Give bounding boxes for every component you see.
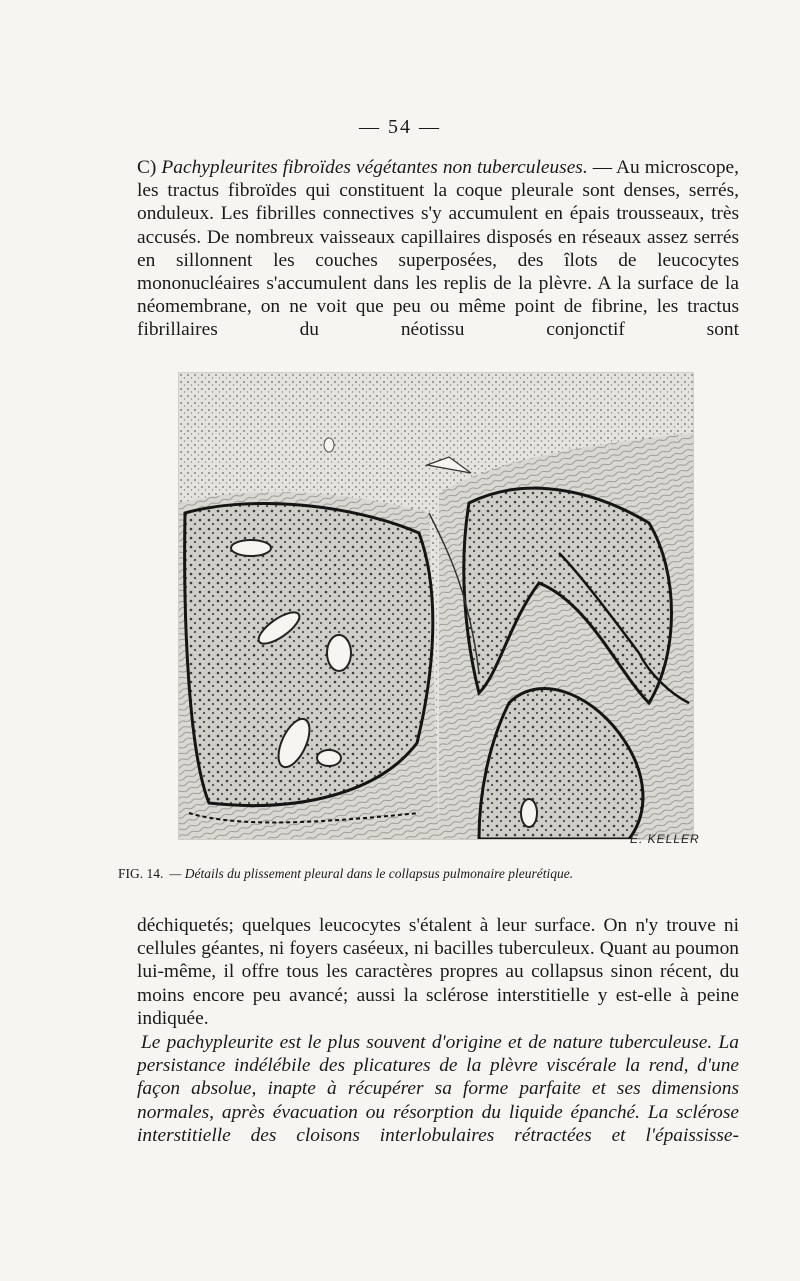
page-number: — 54 — [359,116,441,138]
paragraph-body: — Au microscope, les tractus fibroïdes qui constituent la coque pleurale sont denses, serrés, onduleux. Les fibrilles connectives s'y accumulent en épais trousseaux, très accusés. De nombreux vaisseaux capillaires disposés en réseaux assez serrés en sillonnent les couches superposées, des îlots de leucocytes mononucléaires s'accumulent dans les replis de la plèvre. A la surface de la néomembrane, on ne voit que peu ou même point de fibrine, les tractus fibrillaires du néotissu conjonctif sont [137,157,740,341]
figure-caption [118,866,758,882]
paragraph-dechiquetes: déchiquetés; quelques leucocytes s'étalent à leur surface. On n'y trouve ni cellules géantes, ni foyers caséeux, ni bacilles tuberculeux. Quant au poumon lui-même, il offre tous les caractères propres au collapsus sinon récent, du moins encore peu avancé; aussi la sclérose interstitielle y est-elle à peine indiquée. [137,915,739,1029]
figure-label: FIG. 14. [118,866,164,881]
section-label: C) [137,157,157,178]
section-heading: Pachypleurites fibroïdes végétantes non tuberculeuses. [161,157,588,178]
illustrator-signature: E. KELLER [630,832,700,846]
paragraph-pachypleurites [137,156,739,342]
paragraph-tuberculeuse: Le pachypleurite est le plus souvent d'origine et de nature tuberculeuse. La persistance indélébile des plicatures de la plèvre viscérale la rend, d'une façon absolue, inapte à récupérer sa forme parfaite et ses dimensions normales, après évacuation ou résorption du liquide épanché. La sclérose interstitielle des cloisons interlobulaires rétractées et l'épaississe- [137,1032,739,1146]
figure-caption-text: — Détails du plissement pleural dans le collapsus pulmonaire pleurétique. [169,866,574,881]
histology-illustration [178,372,694,840]
